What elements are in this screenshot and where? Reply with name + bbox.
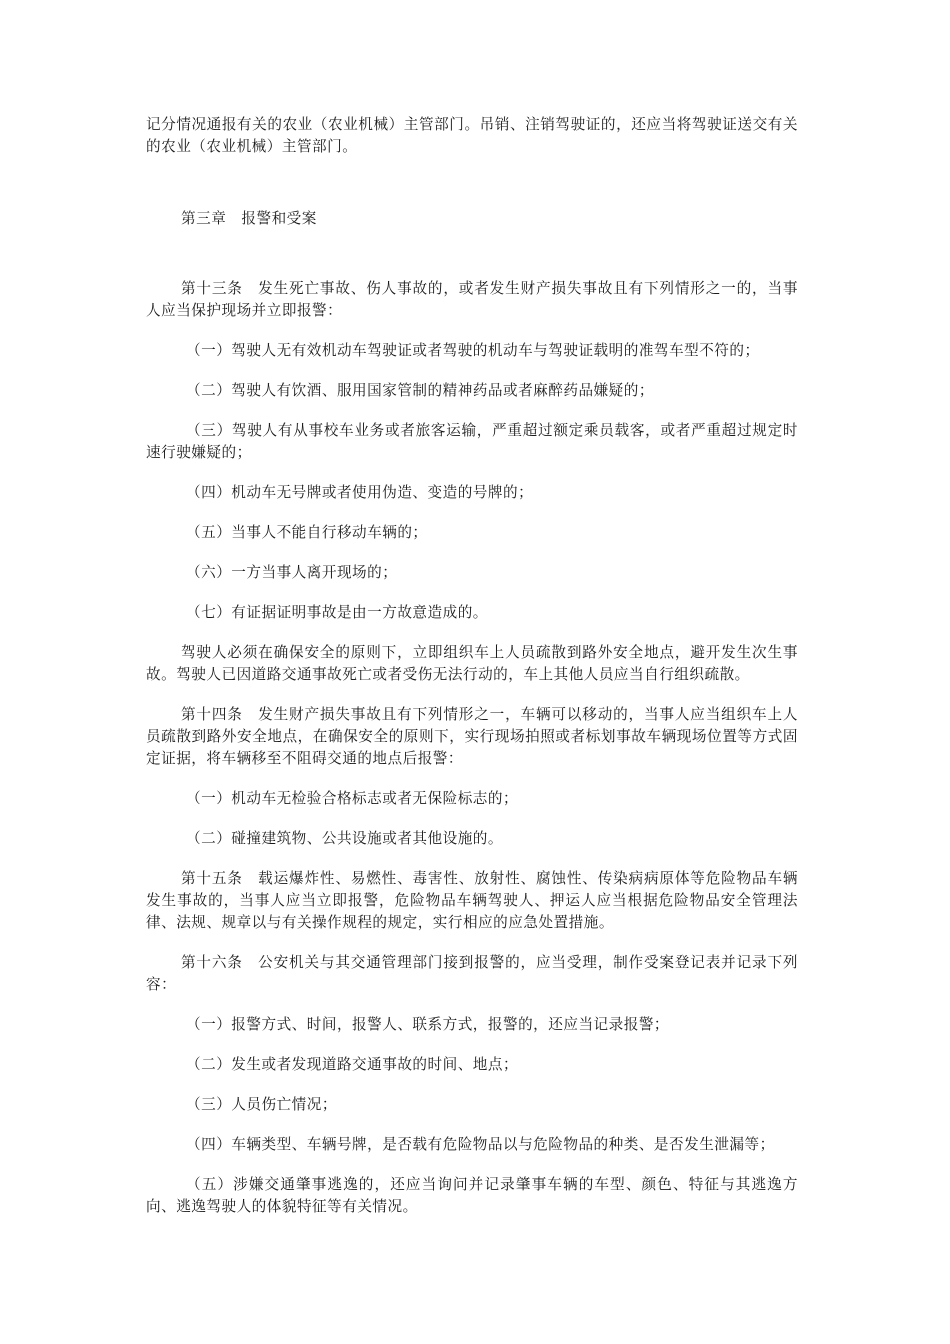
- article-16-item-1: （一）报警方式、时间，报警人、联系方式，报警的，还应当记录报警；: [186, 1016, 670, 1033]
- chapter-heading: 第三章 报警和受案: [181, 210, 317, 227]
- article-14: 第十四条 发生财产损失事故且有下列情形之一，车辆可以移动的，当事人应当组织车上人员疏散到路外安全地点，在确保安全的原则下，实行现场拍照或者标划事故车辆现场位置等方式固定证据，将车辆移至不阻碍交通的地点后报警：: [146, 706, 798, 767]
- continuation-paragraph: 记分情况通报有关的农业（农业机械）主管部门。吊销、注销驾驶证的，还应当将驾驶证送交有关的农业（农业机械）主管部门。: [146, 116, 798, 155]
- article-13-item-6: （六）一方当事人离开现场的；: [186, 564, 398, 581]
- article-13-item-1: （一）驾驶人无有效机动车驾驶证或者驾驶的机动车与驾驶证载明的准驾车型不符的；: [186, 342, 760, 359]
- article-16: 第十六条 公安机关与其交通管理部门接到报警的，应当受理，制作受案登记表并记录下列容：: [146, 954, 798, 993]
- article-13-item-5: （五）当事人不能自行移动车辆的；: [186, 524, 428, 541]
- article-13-item-3: （三）驾驶人有从事校车业务或者旅客运输，严重超过额定乘员载客，或者严重超过规定时速行驶嫌疑的；: [146, 422, 798, 461]
- article-13-item-4: （四）机动车无号牌或者使用伪造、变造的号牌的；: [186, 484, 534, 501]
- document-page: [146, 114, 798, 1236]
- article-13: 第十三条 发生死亡事故、伤人事故的，或者发生财产损失事故且有下列情形之一的，当事人应当保护现场并立即报警：: [146, 280, 798, 319]
- article-13-evacuation-paragraph: 驾驶人必须在确保安全的原则下，立即组织车上人员疏散到路外安全地点，避开发生次生事故。驾驶人已因道路交通事故死亡或者受伤无法行动的，车上其他人员应当自行组织疏散。: [146, 644, 798, 683]
- article-14-item-2: （二）碰撞建筑物、公共设施或者其他设施的。: [186, 830, 503, 847]
- article-16-item-5: （五）涉嫌交通肇事逃逸的，还应当询问并记录肇事车辆的车型、颜色、特征与其逃逸方向、逃逸驾驶人的体貌特征等有关情况。: [146, 1176, 798, 1215]
- article-16-item-3: （三）人员伤亡情况；: [186, 1096, 337, 1113]
- article-16-item-4: （四）车辆类型、车辆号牌，是否载有危险物品以与危险物品的种类、是否发生泄漏等；: [186, 1136, 775, 1153]
- article-13-item-7: （七）有证据证明事故是由一方故意造成的。: [186, 604, 488, 621]
- article-13-item-2: （二）驾驶人有饮酒、服用国家管制的精神药品或者麻醉药品嫌疑的；: [186, 382, 654, 399]
- article-15: 第十五条 载运爆炸性、易燃性、毒害性、放射性、腐蚀性、传染病病原体等危险物品车辆发生事故的，当事人应当立即报警，危险物品车辆驾驶人、押运人应当根据危险物品安全管理法律、法规、规章以与有关操作规程的规定，实行相应的应急处置措施。: [146, 870, 798, 931]
- article-16-item-2: （二）发生或者发现道路交通事故的时间、地点；: [186, 1056, 519, 1073]
- article-14-item-1: （一）机动车无检验合格标志或者无保险标志的；: [186, 790, 519, 807]
